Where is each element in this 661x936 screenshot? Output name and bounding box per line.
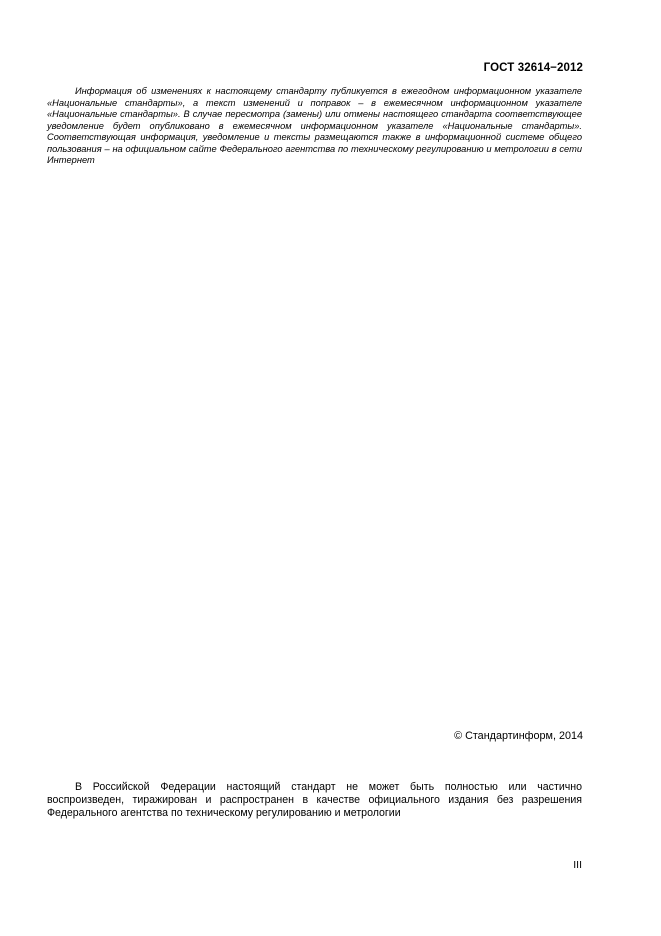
document-code: ГОСТ 32614−2012 bbox=[483, 62, 583, 74]
reproduction-rights-paragraph: В Российской Федерации настоящий стандарт не может быть полностью или частично воспроизведен, тиражирован и распространен в качестве официального издания без разрешения Федерального агентства по техническому регулированию и метрологии bbox=[47, 781, 582, 819]
changes-notice-paragraph: Информация об изменениях к настоящему стандарту публикуется в ежегодном информационном указателе «Национальные стандарты», а текст изменений и поправок – в ежемесячном информационном указателе «Национальные стандарты». В случае пересмотра (замены) или отмены настоящего стандарта соответствующее уведомление будет опубликовано в ежемесячном информационном указателе «Национальные стандарты». Соответствующая информация, уведомление и тексты размещаются также в информационной системе общего пользования – на официальном сайте Федерального агентства по техническому регулированию и метрологии в сети Интернет bbox=[47, 86, 582, 165]
page-number: III bbox=[573, 859, 582, 871]
copyright-notice: © Стандартинформ, 2014 bbox=[454, 730, 583, 742]
